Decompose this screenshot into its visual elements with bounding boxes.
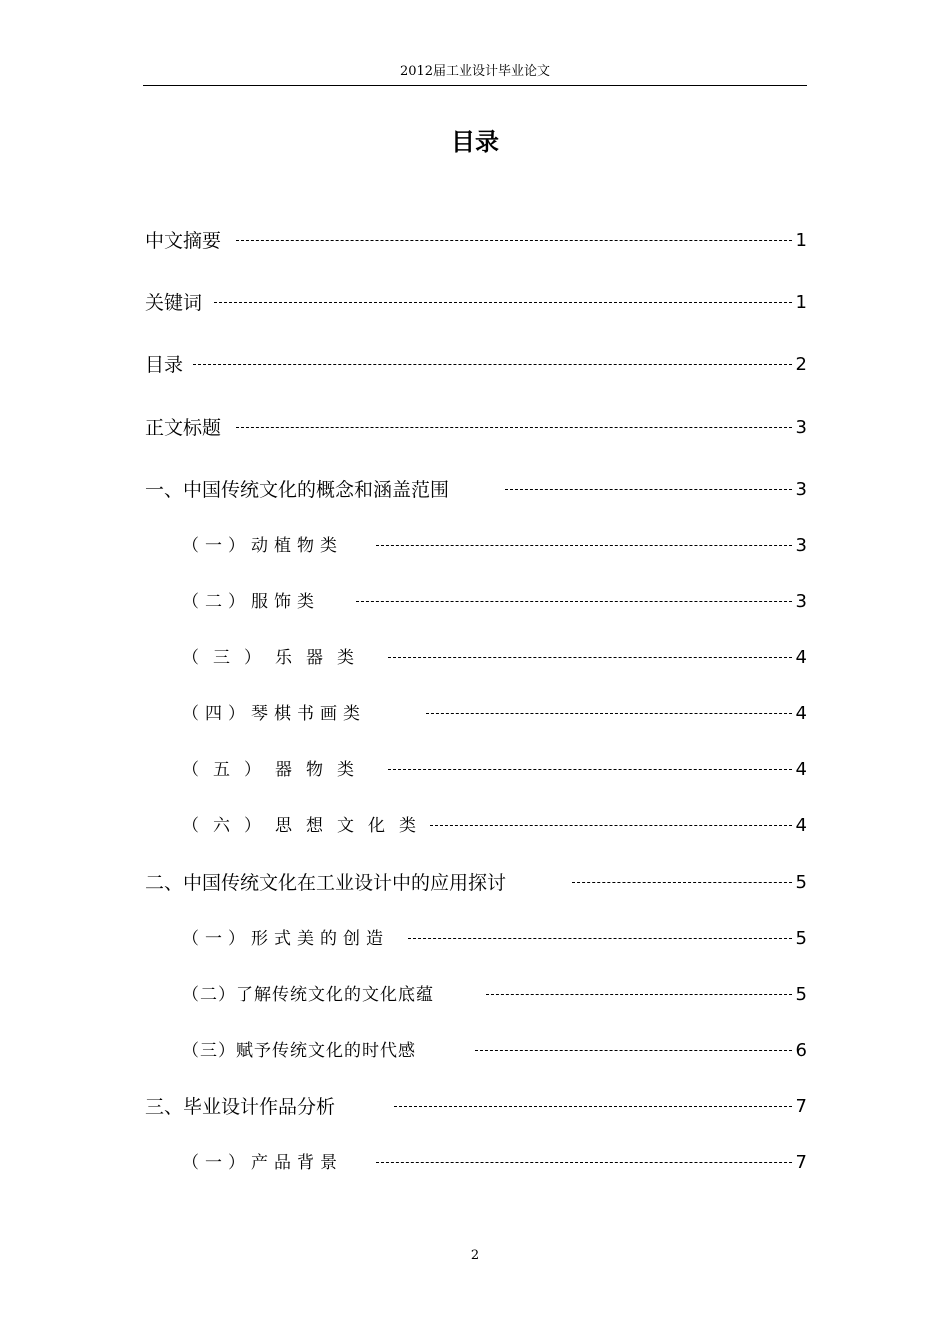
toc-entry-page: 1	[795, 292, 807, 313]
toc-entry-page: 6	[795, 1040, 807, 1061]
toc-leader	[486, 994, 792, 995]
toc-entry-page: 3	[795, 535, 807, 556]
toc-leader	[505, 489, 792, 490]
toc-entry[interactable]	[0, 809, 950, 843]
toc-entry-page: 7	[795, 1152, 807, 1173]
toc-entry[interactable]	[0, 529, 950, 563]
toc-entry-label: 二、中国传统文化在工业设计中的应用探讨	[145, 872, 507, 894]
toc-entry-label: （一）形式美的创造	[182, 929, 389, 949]
toc-entry-label: （三）乐器类	[182, 648, 368, 668]
toc-entry[interactable]	[0, 866, 950, 900]
toc-entry-page: 3	[795, 591, 807, 612]
toc-leader	[388, 769, 792, 770]
toc-entry[interactable]	[0, 978, 950, 1012]
toc-entry[interactable]	[0, 286, 950, 320]
toc-entry[interactable]	[0, 1034, 950, 1068]
toc-entry-page: 5	[795, 872, 807, 893]
toc-leader	[376, 1162, 792, 1163]
toc-entry[interactable]	[0, 411, 950, 445]
toc-entry-page: 5	[795, 984, 807, 1005]
toc-entry[interactable]	[0, 348, 950, 382]
toc-leader	[388, 657, 792, 658]
toc-leader	[193, 364, 792, 365]
toc-entry-label: （六）思想文化类	[182, 816, 430, 836]
toc-leader	[236, 240, 792, 241]
toc-entry-page: 5	[795, 928, 807, 949]
toc-entry-label: （三）赋予传统文化的时代感	[182, 1041, 416, 1061]
toc-entry-page: 3	[795, 417, 807, 438]
toc-entry-label: （一）动植物类	[182, 536, 343, 556]
toc-leader	[376, 545, 792, 546]
toc-entry-label: （五）器物类	[182, 760, 368, 780]
toc-entry[interactable]	[0, 473, 950, 507]
page-title: 目录	[451, 128, 499, 156]
toc-entry-label: （二）了解传统文化的文化底蕴	[182, 985, 434, 1005]
toc-entry[interactable]	[0, 224, 950, 258]
running-header: 2012届工业设计毕业论文	[399, 64, 551, 79]
toc-entry-label: 中文摘要	[145, 230, 222, 252]
toc-leader	[394, 1106, 792, 1107]
toc-entry-label: 一、中国传统文化的概念和涵盖范围	[145, 479, 450, 501]
toc-entry-label: （二）服饰类	[182, 592, 320, 612]
toc-entry[interactable]	[0, 753, 950, 787]
toc-entry-page: 2	[795, 354, 807, 375]
toc-entry[interactable]	[0, 585, 950, 619]
toc-entry-label: 三、毕业设计作品分析	[145, 1096, 336, 1118]
toc-entry-page: 4	[795, 759, 807, 780]
toc-entry[interactable]	[0, 697, 950, 731]
toc-entry-page: 4	[795, 703, 807, 724]
toc-entry-page: 3	[795, 479, 807, 500]
toc-entry-label: 正文标题	[145, 417, 222, 439]
page-number: 2	[470, 1248, 480, 1263]
toc-entry-page: 7	[795, 1096, 807, 1117]
toc-entry[interactable]	[0, 922, 950, 956]
toc-leader	[572, 882, 792, 883]
toc-entry-label: 关键词	[145, 292, 203, 314]
header-rule	[143, 85, 807, 86]
toc-leader	[408, 938, 792, 939]
toc-entry-label: 目录	[145, 354, 184, 376]
toc-entry-page: 4	[795, 815, 807, 836]
toc-leader	[430, 825, 792, 826]
toc-leader	[475, 1050, 792, 1051]
toc-leader	[426, 713, 792, 714]
toc-entry-label: （四）琴棋书画类	[182, 704, 366, 724]
toc-leader	[214, 302, 792, 303]
toc-entry-page: 1	[795, 230, 807, 251]
toc-leader	[236, 427, 792, 428]
toc-entry[interactable]	[0, 1146, 950, 1180]
toc-entry-label: （一）产品背景	[182, 1153, 343, 1173]
toc-leader	[356, 601, 792, 602]
toc-entry[interactable]	[0, 1090, 950, 1124]
toc-entry-page: 4	[795, 647, 807, 668]
toc-entry[interactable]	[0, 641, 950, 675]
